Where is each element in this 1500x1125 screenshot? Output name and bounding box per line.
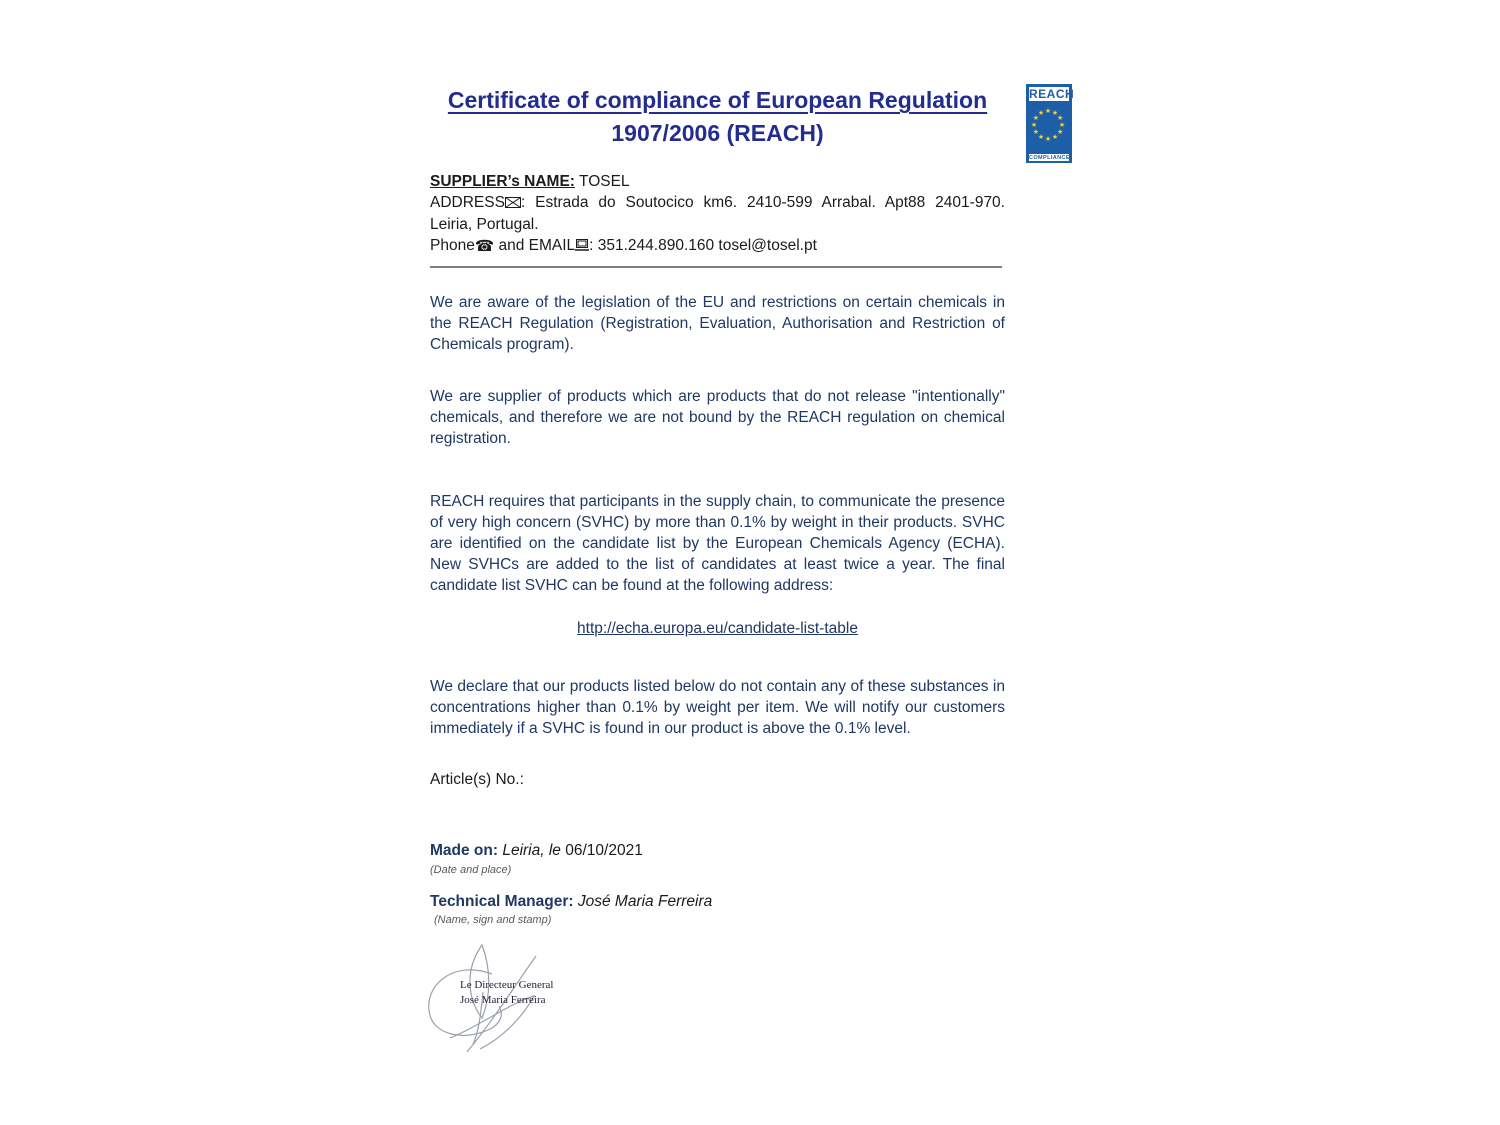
stamp-line-2: José Maria Ferreira: [460, 994, 546, 1006]
signature-block: [420, 942, 560, 1060]
svg-text:★: ★: [1030, 121, 1038, 129]
paragraph-supplier-statement: We are supplier of products which are products that do not release "intentionally" chemicals, and therefore we are not bound by the REACH regulation on chemical registration.: [430, 388, 1005, 447]
phone-icon: ☎: [474, 238, 495, 255]
candidate-list-link-line: [430, 620, 1005, 638]
svg-text:★: ★: [1044, 107, 1052, 115]
made-on-line: [430, 842, 1005, 860]
page-title: [430, 84, 1005, 150]
reach-logo-label: REACH: [1029, 87, 1075, 101]
paragraph-reach-requirements: REACH requires that participants in the supply chain, to communicate the presence of very high concern (SVHC) by more than 0.1% by weight in their products. SVHC are identified on the candidate list by the European Chemicals Agency (ECHA). New SVHCs are added to the list of candidates at least twice a year. The final candidate list SVHC can be found at the following address:: [430, 493, 1005, 594]
technical-manager-label: Technical Manager:: [430, 893, 574, 910]
stamp-line-1: Le Directeur General: [460, 979, 554, 991]
made-on-label: Made on:: [430, 842, 499, 859]
horizontal-divider: [430, 266, 1002, 268]
svg-text:★: ★: [1051, 133, 1059, 142]
svg-text:★: ★: [1032, 128, 1040, 136]
paragraph-awareness: We are aware of the legislation of the EU and restrictions on certain chemicals in the REACH Regulation (Registration, Evaluation, Authorisation and Restriction of Chemicals program).: [430, 294, 1005, 353]
supplier-name-value: TOSEL: [574, 173, 630, 190]
svg-text:★: ★: [1056, 128, 1064, 136]
made-on-place: Leiria, le: [498, 842, 566, 859]
svg-text:★: ★: [1044, 135, 1052, 143]
svg-text:★: ★: [1051, 108, 1059, 117]
envelope-icon: [505, 193, 521, 214]
address-label: ADDRESS: [430, 194, 505, 211]
title-line-1: Certificate of compliance of European Regulation: [447, 87, 988, 113]
supplier-name-label: SUPPLIER’s NAME:: [430, 173, 575, 190]
and-email-label: and EMAIL: [494, 237, 576, 254]
stamp-text: [460, 978, 570, 1008]
eu-stars-icon: [1028, 104, 1070, 151]
reach-compliance-logo: [1026, 84, 1075, 163]
date-place-hint: (Date and place): [430, 864, 512, 876]
name-sign-stamp-hint: (Name, sign and stamp): [434, 914, 552, 926]
technical-manager-name: José Maria Ferreira: [573, 893, 713, 910]
svg-text:★: ★: [1032, 114, 1040, 122]
compliance-label: COMPLIANCE: [1029, 155, 1070, 161]
address-value: : Estrada do Soutocico km6. 2410-599 Arrabal. Apt88 2401-970. Leiria, Portugal.: [430, 194, 1005, 233]
title-line-2: 1907/2006 (REACH): [611, 120, 824, 146]
svg-text:★: ★: [1058, 121, 1066, 129]
articles-no-label: Article(s) No.:: [430, 771, 524, 788]
phone-label: Phone: [430, 237, 475, 254]
computer-icon: [575, 236, 589, 257]
svg-text:★: ★: [1037, 133, 1045, 142]
paragraph-declaration: We declare that our products listed below do not contain any of these substances in concentrations higher than 0.1% by weight per item. We will notify our customers immediately if a SVHC is found in our product is above the 0.1% level.: [430, 678, 1005, 737]
candidate-list-link[interactable]: http://echa.europa.eu/candidate-list-table: [577, 620, 858, 637]
svg-text:★: ★: [1037, 108, 1045, 117]
svg-text:★: ★: [1056, 114, 1064, 122]
supplier-info: [430, 171, 1005, 257]
technical-manager-line: [430, 893, 1005, 911]
phone-email-value: : 351.244.890.160 tosel@tosel.pt: [589, 237, 817, 254]
made-on-date: 06/10/2021: [565, 842, 643, 859]
